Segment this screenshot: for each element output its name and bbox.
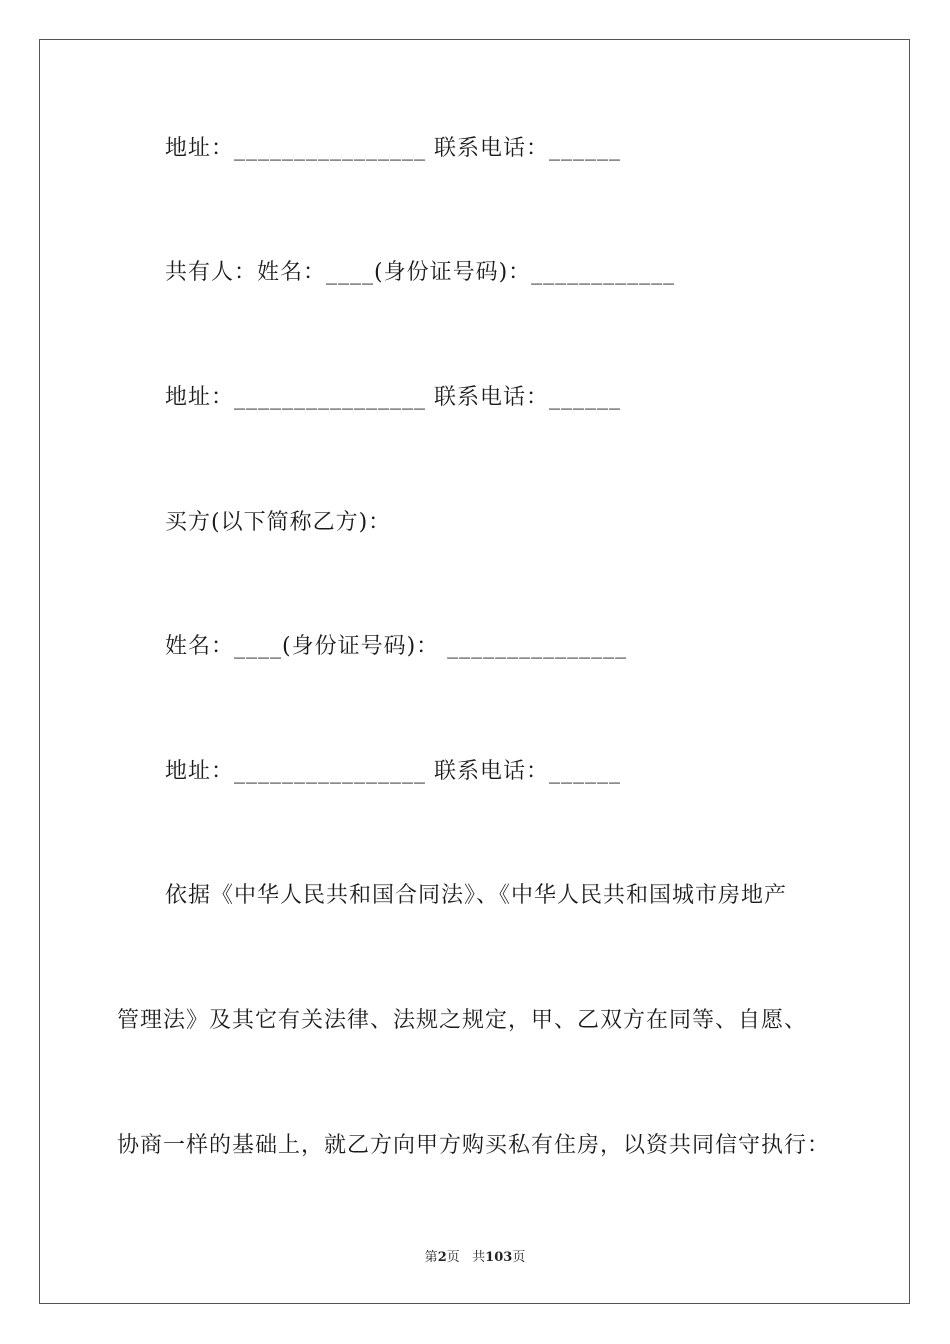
buyer-name-line: 姓名：____(身份证号码)： _______________ [165,634,628,659]
page-footer [0,1246,950,1265]
footer-page-number: 2 [437,1250,447,1265]
footer-total-suffix: 页 [512,1250,526,1265]
co-owner-address-line: 地址：________________ 联系电话：______ [165,385,621,410]
footer-page-suffix: 页 [446,1250,460,1265]
page-border [39,39,910,1304]
paragraph-line-3: 协商一样的基础上，就乙方向甲方购买私有住房，以资共同信守执行： [117,1133,831,1158]
buyer-address-line: 地址：________________ 联系电话：______ [165,759,621,784]
co-owner-name-line: 共有人：姓名：____(身份证号码)：____________ [165,260,676,285]
footer-total-prefix: 共 [472,1250,486,1265]
footer-total-pages: 103 [485,1250,513,1265]
footer-page-prefix: 第 [424,1250,438,1265]
paragraph-line-1: 依据《中华人民共和国合同法》、《中华人民共和国城市房地产 [165,883,788,908]
buyer-heading-line: 买方(以下简称乙方)： [165,510,392,535]
seller-address-line: 地址：________________ 联系电话：______ [165,136,621,161]
paragraph-line-2: 管理法》及其它有关法律、法规之规定，甲、乙双方在同等、自愿、 [117,1008,808,1033]
